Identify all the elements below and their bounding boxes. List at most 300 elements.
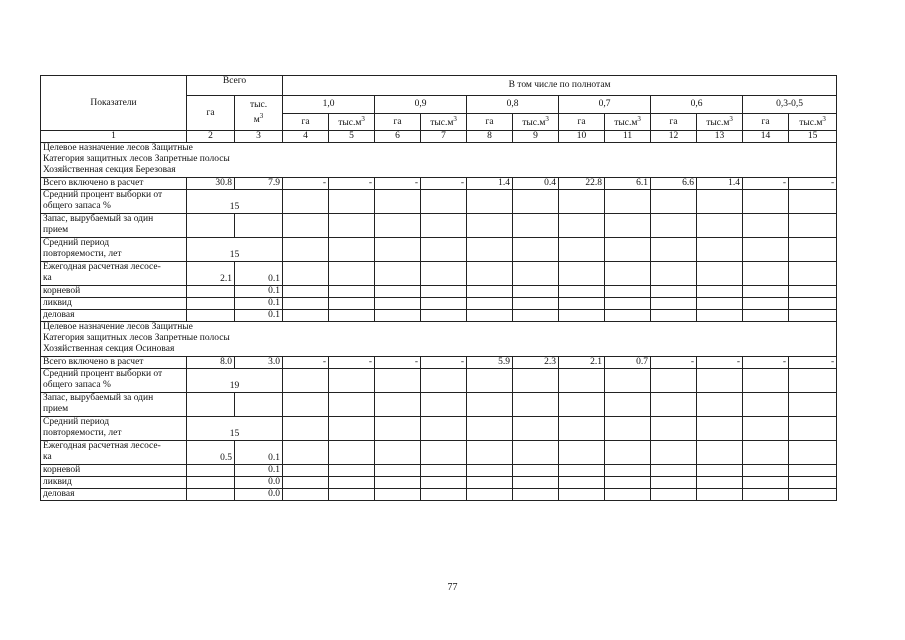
value-cell: - [421,357,467,369]
empty-cell [743,417,789,441]
empty-cell [605,262,651,286]
empty-cell [329,238,375,262]
empty-cell [651,489,697,501]
empty-cell [329,465,375,477]
annual-ha-value: 2.1 [187,262,235,286]
density-5: 0,6 [651,96,743,114]
column-number: 6 [375,131,421,143]
empty-cell [329,477,375,489]
empty-cell [329,286,375,298]
total-included-row [41,357,837,369]
empty-cell [467,286,513,298]
value-cell: 6.6 [651,178,697,190]
empty-cell [329,489,375,501]
value-cell: 0.4 [513,178,559,190]
empty-cell [467,489,513,501]
empty-cell [605,393,651,417]
empty-cell [421,441,467,465]
annual-cutting-row [41,441,837,465]
empty-cell [513,310,559,322]
empty-cell [559,489,605,501]
density-4-ha-header: га [559,114,605,131]
value-cell: 3.0 [235,357,283,369]
density-2-vol-header [421,114,467,131]
column-number: 10 [559,131,605,143]
empty-cell [789,441,837,465]
empty-cell [283,465,329,477]
thous-m-unit: тыс.м [338,118,362,129]
annual-vol-value: 0.1 [235,262,283,286]
value-cell: - [329,357,375,369]
empty-cell [559,393,605,417]
label-line: Средний период [43,417,110,427]
value-cell: - [789,178,837,190]
value-cell: - [283,357,329,369]
label-line: прием [43,225,69,235]
density-4: 0,7 [559,96,651,114]
empty-cell [743,238,789,262]
empty-cell [789,262,837,286]
density-1: 1,0 [283,96,375,114]
empty-cell [467,465,513,477]
empty-cell [283,310,329,322]
empty-cell [329,310,375,322]
value-cell: - [375,357,421,369]
empty-cell [187,286,235,298]
value-cell: - [743,178,789,190]
empty-cell [283,417,329,441]
row-label [41,441,187,465]
empty-cell [187,465,235,477]
row-label: ликвид [41,298,187,310]
empty-cell [375,369,421,393]
root-vol-value: 0.1 [235,465,283,477]
empty-cell [743,477,789,489]
annual-vol-value: 0.1 [235,441,283,465]
label-line: общего запаса % [43,201,111,211]
row-label: деловая [41,489,187,501]
empty-cell [375,214,421,238]
section-header-row [41,322,837,357]
empty-cell [651,477,697,489]
empty-cell [421,369,467,393]
empty-cell [421,262,467,286]
business-row [41,310,837,322]
row-label: деловая [41,310,187,322]
column-number: 12 [651,131,697,143]
column-number: 14 [743,131,789,143]
empty-cell [697,310,743,322]
cube-sup: 3 [729,115,733,124]
thous-m-unit: тыс.м [522,118,546,129]
business-vol-value: 0.0 [235,489,283,501]
label-line: прием [43,404,69,414]
empty-cell [513,262,559,286]
empty-cell [513,286,559,298]
empty-cell [697,262,743,286]
column-number: 5 [329,131,375,143]
section-line: Хозяйственная секция Осиновая [43,344,175,354]
density-5-vol-header [697,114,743,131]
empty-cell [375,262,421,286]
empty-cell [559,262,605,286]
empty-cell [513,214,559,238]
empty-cell [467,190,513,214]
column-number: 9 [513,131,559,143]
section-header [41,143,837,178]
empty-cell [789,477,837,489]
empty-cell [559,477,605,489]
empty-cell [329,298,375,310]
empty-cell [605,190,651,214]
empty-cell [187,489,235,501]
column-number: 13 [697,131,743,143]
column-number: 1 [41,131,187,143]
empty-cell [651,214,697,238]
empty-cell [421,190,467,214]
empty-cell [789,214,837,238]
column-number: 2 [187,131,235,143]
row-label [41,190,187,214]
empty-cell [789,190,837,214]
avg-percent-row [41,369,837,393]
empty-cell [513,298,559,310]
thous-m-unit: тыс.м [614,118,638,129]
empty-cell [283,489,329,501]
empty-cell [421,477,467,489]
avg-period-row [41,238,837,262]
avg-percent-row [41,190,837,214]
empty-cell [743,441,789,465]
value-cell: 7.9 [235,178,283,190]
business-row [41,489,837,501]
row-label: корневой [41,465,187,477]
empty-cell [375,477,421,489]
empty-cell [467,238,513,262]
empty-cell [559,286,605,298]
empty-cell [513,417,559,441]
empty-cell [605,369,651,393]
empty-cell [605,465,651,477]
empty-cell [743,214,789,238]
column-number: 7 [421,131,467,143]
empty-cell [421,214,467,238]
stock-per-cut-row [41,393,837,417]
empty-cell [329,369,375,393]
business-vol-value: 0.1 [235,310,283,322]
empty-cell [697,238,743,262]
value-cell: - [789,357,837,369]
row-label: корневой [41,286,187,298]
empty-cell [697,298,743,310]
empty-cell [605,477,651,489]
empty-cell [743,286,789,298]
avg-period-row [41,417,837,441]
empty-cell [559,465,605,477]
header-row-1 [41,76,837,96]
empty-cell [421,417,467,441]
cutting-area-table [40,75,837,501]
empty-cell [283,477,329,489]
empty-cell [283,441,329,465]
cube-sup: 3 [637,115,641,124]
label-line: Средний период [43,238,110,248]
empty-cell [187,477,235,489]
empty-cell [743,465,789,477]
page-number: 77 [447,582,458,593]
total-header: Всего [187,76,283,96]
empty-cell [421,298,467,310]
empty-cell [283,214,329,238]
empty-cell [697,441,743,465]
value-cell: - [375,178,421,190]
empty-cell [605,214,651,238]
m-unit: м [253,115,260,126]
by-density-header: В том числе по полнотам [283,76,837,96]
empty-cell [789,393,837,417]
label-line: ка [43,452,52,462]
empty-cell [329,393,375,417]
empty-cell [513,489,559,501]
empty-cell [283,238,329,262]
empty-cell [235,393,283,417]
empty-cell [789,489,837,501]
empty-cell [187,298,235,310]
value-cell: 6.1 [605,178,651,190]
empty-cell [789,465,837,477]
empty-cell [789,417,837,441]
empty-cell [605,298,651,310]
row-label [41,262,187,286]
cube-sup: 3 [259,111,264,120]
value-cell: 1.4 [697,178,743,190]
density-6-vol-header [789,114,837,131]
empty-cell [283,369,329,393]
label-line: Средний процент выборки от [43,369,163,379]
empty-cell [743,369,789,393]
empty-cell [421,393,467,417]
cube-sup: 3 [822,115,826,124]
empty-cell [467,393,513,417]
empty-cell [605,489,651,501]
empty-cell [375,286,421,298]
empty-cell [467,441,513,465]
value-cell: 0.7 [605,357,651,369]
empty-cell [559,214,605,238]
empty-cell [697,489,743,501]
value-cell: - [651,357,697,369]
empty-cell [513,190,559,214]
empty-cell [743,190,789,214]
section-line: Категория защитных лесов Запретные полосы [43,333,230,343]
row-label: ликвид [41,477,187,489]
empty-cell [743,310,789,322]
empty-cell [743,393,789,417]
density-1-vol-header [329,114,375,131]
empty-cell [283,393,329,417]
density-3-ha-header: га [467,114,513,131]
empty-cell [421,238,467,262]
empty-cell [743,262,789,286]
label-line: Запас, вырубаемый за один [43,214,154,224]
empty-cell [697,190,743,214]
density-6: 0,3-0,5 [743,96,837,114]
empty-cell [651,310,697,322]
density-3: 0,8 [467,96,559,114]
empty-cell [467,262,513,286]
section-line: Целевое назначение лесов Защитные [43,322,193,332]
empty-cell [513,369,559,393]
empty-cell [605,286,651,298]
value-cell: 1.4 [467,178,513,190]
cube-sup: 3 [545,115,549,124]
column-number: 11 [605,131,651,143]
empty-cell [375,417,421,441]
section-header-row [41,143,837,178]
row-label [41,238,187,262]
empty-cell [283,298,329,310]
empty-cell [375,238,421,262]
empty-cell [513,477,559,489]
empty-cell [329,190,375,214]
empty-cell [743,298,789,310]
annual-ha-value: 0.5 [187,441,235,465]
avg-period-value: 15 [187,417,283,441]
value-cell: - [283,178,329,190]
section-header [41,322,837,357]
empty-cell [513,238,559,262]
empty-cell [559,369,605,393]
column-number: 8 [467,131,513,143]
empty-cell [559,417,605,441]
empty-cell [559,190,605,214]
empty-cell [605,238,651,262]
empty-cell [513,441,559,465]
section-line: Целевое назначение лесов Защитные [43,143,193,153]
empty-cell [605,310,651,322]
label-line: общего запаса % [43,380,111,390]
empty-cell [329,214,375,238]
column-number: 15 [789,131,837,143]
empty-cell [697,465,743,477]
total-vol-header [235,96,283,131]
row-label: Всего включено в расчет [41,357,187,369]
empty-cell [651,238,697,262]
empty-cell [235,214,283,238]
value-cell: - [697,357,743,369]
value-cell: - [743,357,789,369]
empty-cell [789,369,837,393]
row-label [41,417,187,441]
label-line: Запас, вырубаемый за один [43,393,154,403]
empty-cell [651,262,697,286]
root-vol-value: 0.1 [235,286,283,298]
value-cell: 22.8 [559,178,605,190]
empty-cell [651,465,697,477]
row-label [41,369,187,393]
empty-cell [651,369,697,393]
empty-cell [187,214,235,238]
liquid-row [41,298,837,310]
thous-m-unit: тыс.м [430,118,454,129]
empty-cell [513,465,559,477]
value-cell: 30.8 [187,178,235,190]
value-cell: 2.1 [559,357,605,369]
empty-cell [559,298,605,310]
empty-cell [329,262,375,286]
empty-cell [467,417,513,441]
empty-cell [697,417,743,441]
row-label [41,393,187,417]
label-line: повторяемости, лет [43,428,122,438]
empty-cell [375,190,421,214]
liquid-row [41,477,837,489]
empty-cell [651,190,697,214]
column-number: 4 [283,131,329,143]
root-row [41,465,837,477]
density-3-vol-header [513,114,559,131]
empty-cell [421,465,467,477]
avg-percent-value: 15 [187,190,283,214]
cube-sup: 3 [453,115,457,124]
empty-cell [467,477,513,489]
label-line: Ежегодная расчетная лесосе- [43,262,161,272]
annual-cutting-row [41,262,837,286]
empty-cell [789,238,837,262]
empty-cell [789,286,837,298]
density-1-ha-header: га [283,114,329,131]
empty-cell [187,310,235,322]
section-line: Хозяйственная секция Березовая [43,165,176,175]
empty-cell [605,417,651,441]
empty-cell [513,393,559,417]
empty-cell [743,489,789,501]
empty-cell [375,489,421,501]
column-number-row [41,131,837,143]
empty-cell [697,214,743,238]
cube-sup: 3 [361,115,365,124]
empty-cell [651,417,697,441]
empty-cell [283,286,329,298]
empty-cell [375,441,421,465]
empty-cell [421,310,467,322]
empty-cell [559,238,605,262]
density-4-vol-header [605,114,651,131]
value-cell: 2.3 [513,357,559,369]
empty-cell [605,441,651,465]
label-line: повторяемости, лет [43,249,122,259]
empty-cell [697,286,743,298]
thous-m-unit: тыс.м [799,118,823,129]
empty-cell [375,298,421,310]
total-ha-header: га [187,96,235,131]
root-row [41,286,837,298]
liquid-vol-value: 0.1 [235,298,283,310]
density-2: 0,9 [375,96,467,114]
empty-cell [789,310,837,322]
empty-cell [651,393,697,417]
density-2-ha-header: га [375,114,421,131]
value-cell: 8.0 [187,357,235,369]
total-vol-header-line2 [253,111,264,126]
empty-cell [421,489,467,501]
empty-cell [651,441,697,465]
row-label [41,214,187,238]
empty-cell [421,286,467,298]
empty-cell [697,369,743,393]
empty-cell [375,310,421,322]
thous-m-unit: тыс.м [706,118,730,129]
